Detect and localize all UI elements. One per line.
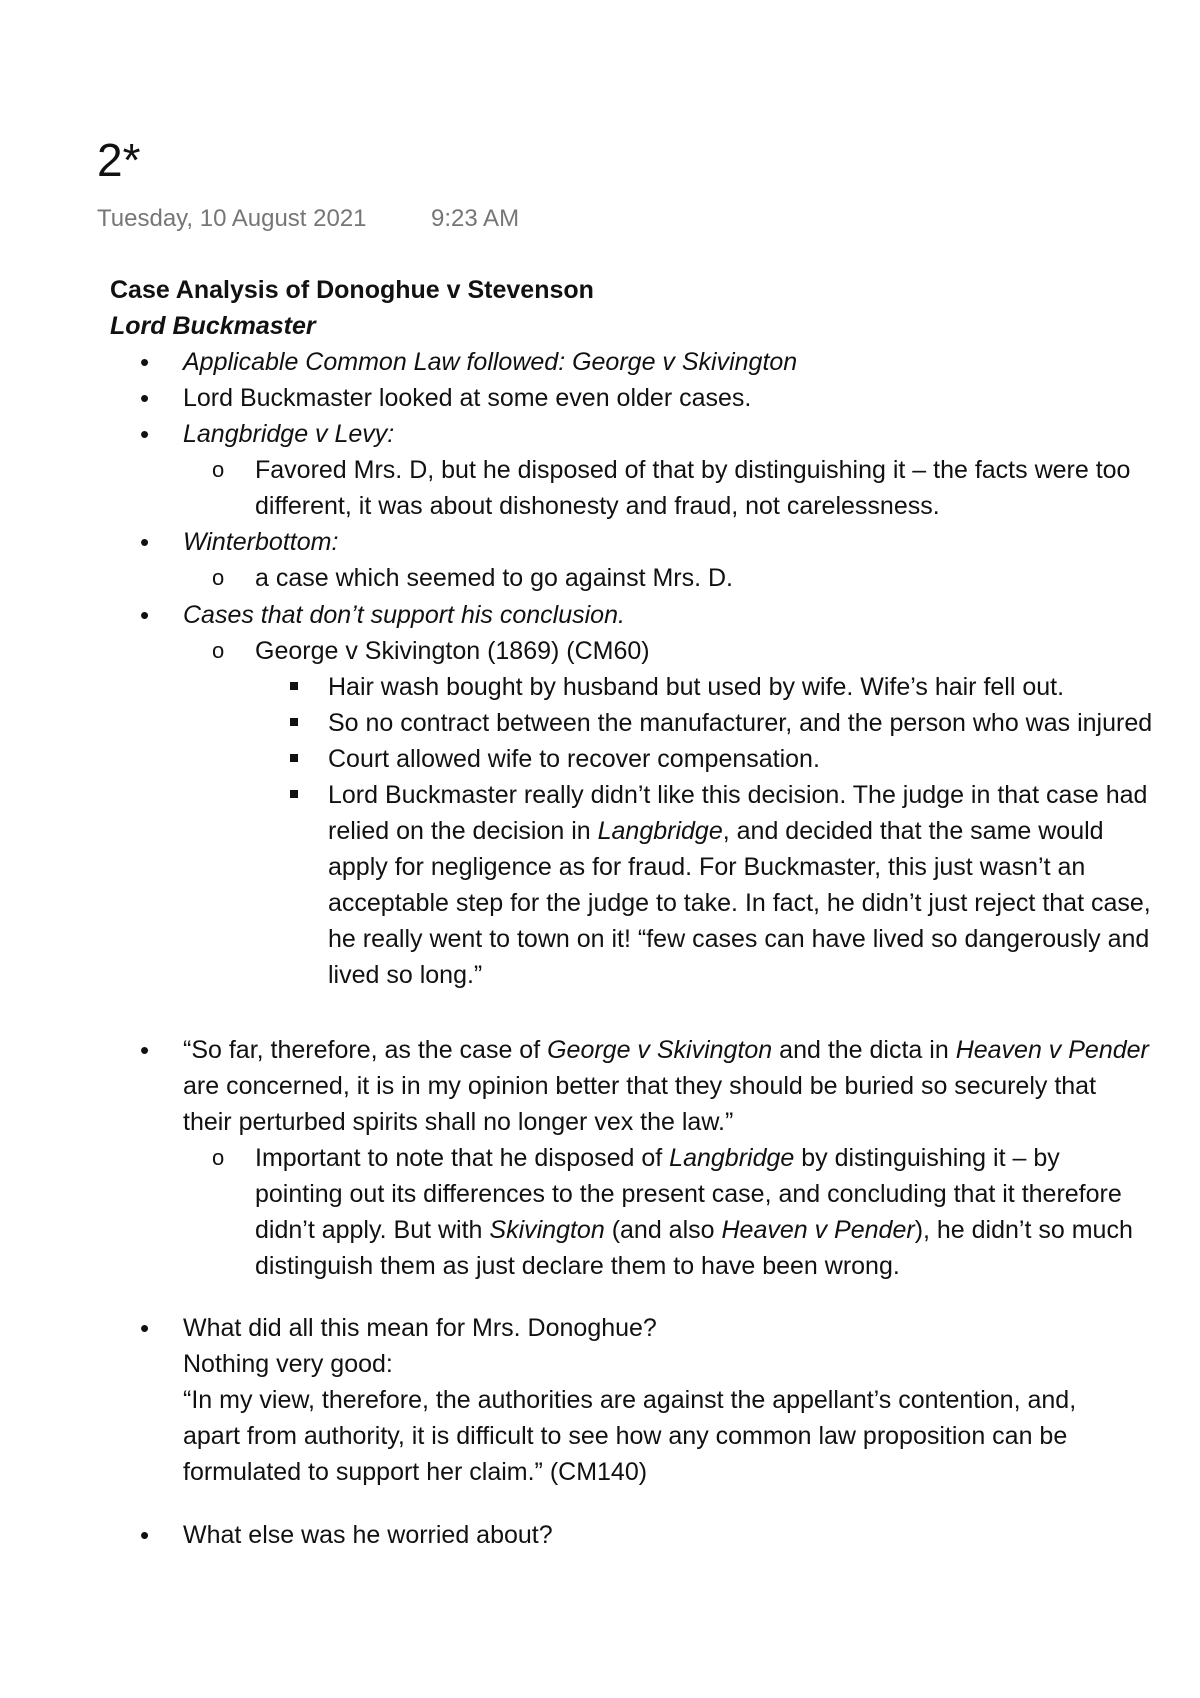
list-item-continuation: acceptable step for the judge to take. In fact, he didn’t just reject that case, <box>328 889 1151 917</box>
case-heading: Case Analysis of Donoghue v Stevenson <box>110 276 594 304</box>
bullet-disc-icon <box>140 1310 149 1348</box>
text-run: (and also <box>604 1216 722 1244</box>
text-run: didn’t apply. But with <box>255 1216 490 1244</box>
list-item: a case which seemed to go against Mrs. D. <box>255 564 734 592</box>
bullet-disc-icon <box>140 380 149 418</box>
case-name: Langbridge <box>597 817 723 845</box>
case-name: Langbridge <box>669 1144 795 1172</box>
page-date: Tuesday, 10 August 2021 <box>97 205 367 232</box>
bullet-disc-icon <box>140 524 149 562</box>
list-item: Cases that don’t support his conclusion. <box>183 601 625 629</box>
list-item: Lord Buckmaster really didn’t like this decision. The judge in that case had <box>328 781 1148 809</box>
list-item: Langbridge v Levy: <box>183 420 395 448</box>
bullet-disc-icon <box>140 344 149 382</box>
bullet-circle-icon <box>212 560 224 596</box>
text-run: Important to note that he disposed of <box>255 1144 670 1172</box>
text-run: , and decided that the same would <box>722 817 1104 845</box>
bullet-square-icon <box>290 669 298 705</box>
bullet-disc-icon <box>140 597 149 635</box>
list-item: What did all this mean for Mrs. Donoghue? <box>183 1314 657 1342</box>
judge-subheading: Lord Buckmaster <box>110 312 316 340</box>
list-item: Applicable Common Law followed: George v Skivington <box>183 348 798 376</box>
list-item-continuation: apart from authority, it is difficult to see how any common law proposition can be <box>183 1422 1068 1450</box>
page-dateline <box>97 203 520 235</box>
list-item-continuation <box>255 1212 1133 1248</box>
list-item-continuation: apply for negligence as for fraud. For Buckmaster, this just wasn’t an <box>328 853 1086 881</box>
list-item: Favored Mrs. D, but he disposed of that by distinguishing it – the facts were too <box>255 456 1131 484</box>
bullet-circle-icon <box>212 452 224 488</box>
list-item <box>255 1140 1060 1176</box>
list-item-continuation: lived so long.” <box>328 961 483 989</box>
text-run: relied on the decision in <box>328 817 598 845</box>
text-run: ), he didn’t so much <box>914 1216 1133 1244</box>
list-item: What else was he worried about? <box>183 1521 553 1549</box>
list-item-continuation: he really went to town on it! “few cases can have lived so dangerously and <box>328 925 1150 953</box>
bullet-circle-icon <box>212 1140 224 1176</box>
case-name: Heaven v Pender <box>955 1036 1149 1064</box>
bullet-circle-icon <box>212 633 224 669</box>
text-run: by distinguishing it – by <box>794 1144 1060 1172</box>
list-item-continuation: Nothing very good: <box>183 1350 393 1378</box>
list-item-continuation: their perturbed spirits shall no longer vex the law.” <box>183 1108 734 1136</box>
page-title: 2* <box>97 134 141 186</box>
list-item-continuation: different, it was about dishonesty and fraud, not carelessness. <box>255 492 940 520</box>
list-item: Hair wash bought by husband but used by wife. Wife’s hair fell out. <box>328 673 1065 701</box>
list-item-continuation: pointing out its differences to the present case, and concluding that it therefore <box>255 1180 1122 1208</box>
bullet-square-icon <box>290 741 298 777</box>
case-name: Skivington <box>489 1216 605 1244</box>
bullet-square-icon <box>290 705 298 741</box>
case-name: George v Skivington <box>547 1036 773 1064</box>
list-item: Winterbottom: <box>183 528 339 556</box>
list-item: Lord Buckmaster looked at some even older cases. <box>183 384 752 412</box>
list-item-continuation <box>328 813 1104 849</box>
list-item-continuation: distinguish them as just declare them to have been wrong. <box>255 1252 900 1280</box>
bullet-square-icon <box>290 777 298 813</box>
list-item-continuation: are concerned, it is in my opinion better that they should be buried so securely that <box>183 1072 1097 1100</box>
list-item: George v Skivington (1869) (CM60) <box>255 637 650 665</box>
list-item <box>183 1032 1149 1068</box>
case-name: Heaven v Pender <box>721 1216 915 1244</box>
list-item-continuation: formulated to support her claim.” (CM140) <box>183 1458 648 1486</box>
bullet-disc-icon <box>140 1517 149 1555</box>
page-time: 9:23 AM <box>431 205 520 232</box>
text-run: and the dicta in <box>772 1036 956 1064</box>
list-item: Court allowed wife to recover compensation. <box>328 745 820 773</box>
list-item-continuation: “In my view, therefore, the authorities are against the appellant’s contention, and, <box>183 1386 1077 1414</box>
bullet-disc-icon <box>140 1032 149 1070</box>
list-item: So no contract between the manufacturer, and the person who was injured <box>328 709 1153 737</box>
text-run: “So far, therefore, as the case of <box>183 1036 548 1064</box>
bullet-disc-icon <box>140 416 149 454</box>
